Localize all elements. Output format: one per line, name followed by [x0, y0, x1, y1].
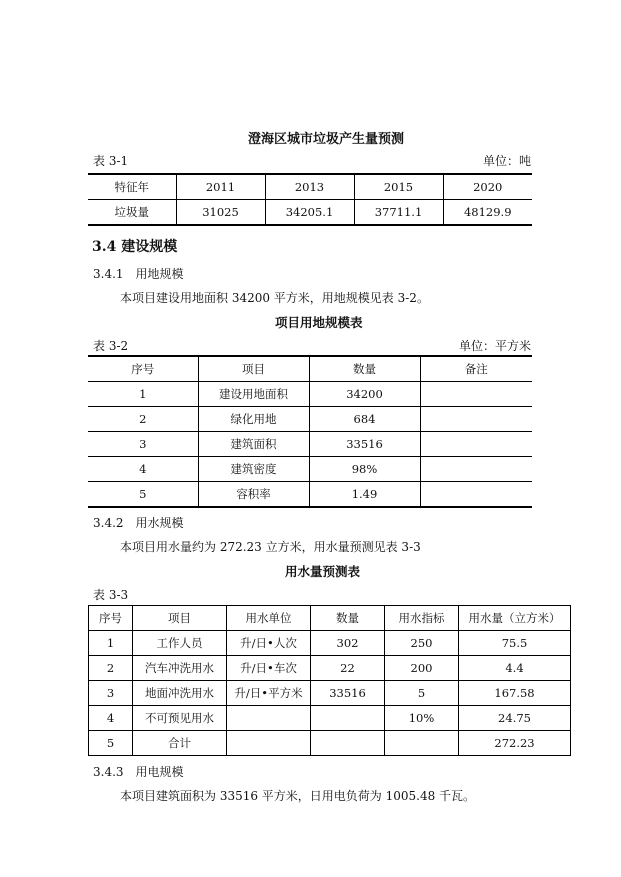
table-header-row	[89, 606, 571, 631]
table-cell: 1	[89, 631, 133, 656]
paragraph-3-4-2: 本项目用水量约为 272.23 立方米，用水量预测见表 3-3	[120, 540, 421, 554]
table-cell: 167.58	[459, 681, 571, 706]
paragraph-3-4-3: 本项目建筑面积为 33516 平方米，日用电负荷为 1005.48 千瓦。	[120, 789, 476, 803]
section-heading-3-4-2: 3.4.2 用水规模	[93, 516, 184, 530]
table-cell: 33516	[309, 432, 420, 457]
table-row	[89, 706, 571, 731]
table-cell: 1	[88, 382, 198, 407]
table-cell: 4	[88, 457, 198, 482]
table-cell: 2020	[443, 174, 532, 200]
table-row	[88, 407, 532, 432]
column-header: 用水指标	[385, 606, 459, 631]
table-cell: 2	[89, 656, 133, 681]
table-cell: 10%	[385, 706, 459, 731]
table-cell	[227, 706, 311, 731]
table-cell	[385, 731, 459, 756]
table-cell: 升/日•平方米	[227, 681, 311, 706]
column-header: 项目	[133, 606, 227, 631]
table-cell: 2011	[176, 174, 265, 200]
table-row	[89, 656, 571, 681]
table-cell: 合计	[133, 731, 227, 756]
land-use-table	[88, 355, 532, 508]
table-cell	[420, 432, 532, 457]
table-cell: 2	[88, 407, 198, 432]
table-cell: 4.4	[459, 656, 571, 681]
table-cell: 31025	[176, 200, 265, 226]
water-forecast-table	[88, 605, 571, 756]
table-row	[89, 731, 571, 756]
table-cell: 特征年	[88, 174, 176, 200]
column-header: 项目	[198, 356, 309, 382]
table-cell: 33516	[311, 681, 385, 706]
table-row	[88, 432, 532, 457]
table-cell: 地面冲洗用水	[133, 681, 227, 706]
table-cell: 升/日•人次	[227, 631, 311, 656]
column-header: 用水量（立方米）	[459, 606, 571, 631]
table1-title: 澄海区城市垃圾产生量预测	[248, 132, 405, 147]
column-header: 备注	[420, 356, 532, 382]
table2-title: 项目用地规模表	[275, 315, 363, 330]
table-cell	[311, 706, 385, 731]
table-row	[88, 382, 532, 407]
table-cell: 2013	[265, 174, 354, 200]
table-cell: 250	[385, 631, 459, 656]
table1-number: 表 3-1	[93, 154, 129, 168]
section-heading-3-4-3: 3.4.3 用电规模	[93, 765, 184, 779]
table2-unit: 单位：平方米	[458, 339, 531, 353]
table-cell: 3	[89, 681, 133, 706]
table-cell: 75.5	[459, 631, 571, 656]
table-cell: 容积率	[198, 482, 309, 508]
table-cell: 37711.1	[354, 200, 443, 226]
table-row	[88, 200, 532, 226]
table-cell: 建筑密度	[198, 457, 309, 482]
table-cell	[420, 382, 532, 407]
table1-unit: 单位：吨	[482, 154, 531, 168]
table-cell: 200	[385, 656, 459, 681]
table-row	[89, 631, 571, 656]
table-cell	[420, 457, 532, 482]
table3-number: 表 3-3	[93, 588, 129, 602]
table-row	[88, 482, 532, 508]
table2-number: 表 3-2	[93, 339, 129, 353]
table-cell: 垃圾量	[88, 200, 176, 226]
table-cell: 34205.1	[265, 200, 354, 226]
table-cell	[420, 482, 532, 508]
table-cell: 3	[88, 432, 198, 457]
table-cell: 34200	[309, 382, 420, 407]
table-cell: 684	[309, 407, 420, 432]
table-cell: 98%	[309, 457, 420, 482]
table-cell: 5	[89, 731, 133, 756]
table-cell: 不可预见用水	[133, 706, 227, 731]
table-cell: 升/日•车次	[227, 656, 311, 681]
table3-title: 用水量预测表	[285, 564, 361, 579]
table-cell: 5	[385, 681, 459, 706]
column-header: 数量	[311, 606, 385, 631]
table-cell: 272.23	[459, 731, 571, 756]
column-header: 数量	[309, 356, 420, 382]
section-heading-3-4: 3.4 建设规模	[92, 239, 178, 255]
table-row	[89, 681, 571, 706]
table-cell: 1.49	[309, 482, 420, 508]
table-cell: 工作人员	[133, 631, 227, 656]
section-heading-3-4-1: 3.4.1 用地规模	[93, 267, 184, 281]
table-cell: 302	[311, 631, 385, 656]
table-cell: 建设用地面积	[198, 382, 309, 407]
table-cell	[311, 731, 385, 756]
table-row	[88, 457, 532, 482]
table-cell: 4	[89, 706, 133, 731]
table-cell: 48129.9	[443, 200, 532, 226]
table-cell: 绿化用地	[198, 407, 309, 432]
paragraph-3-4-1: 本项目建设用地面积 34200 平方米，用地规模见表 3-2。	[120, 291, 429, 305]
table-cell: 22	[311, 656, 385, 681]
table-row	[88, 174, 532, 200]
column-header: 序号	[89, 606, 133, 631]
table-cell	[420, 407, 532, 432]
column-header: 序号	[88, 356, 198, 382]
table-cell: 24.75	[459, 706, 571, 731]
table-cell	[227, 731, 311, 756]
garbage-forecast-table	[88, 173, 532, 226]
column-header: 用水单位	[227, 606, 311, 631]
table-cell: 汽车冲洗用水	[133, 656, 227, 681]
table-cell: 2015	[354, 174, 443, 200]
table-cell: 建筑面积	[198, 432, 309, 457]
table-cell: 5	[88, 482, 198, 508]
table-header-row	[88, 356, 532, 382]
